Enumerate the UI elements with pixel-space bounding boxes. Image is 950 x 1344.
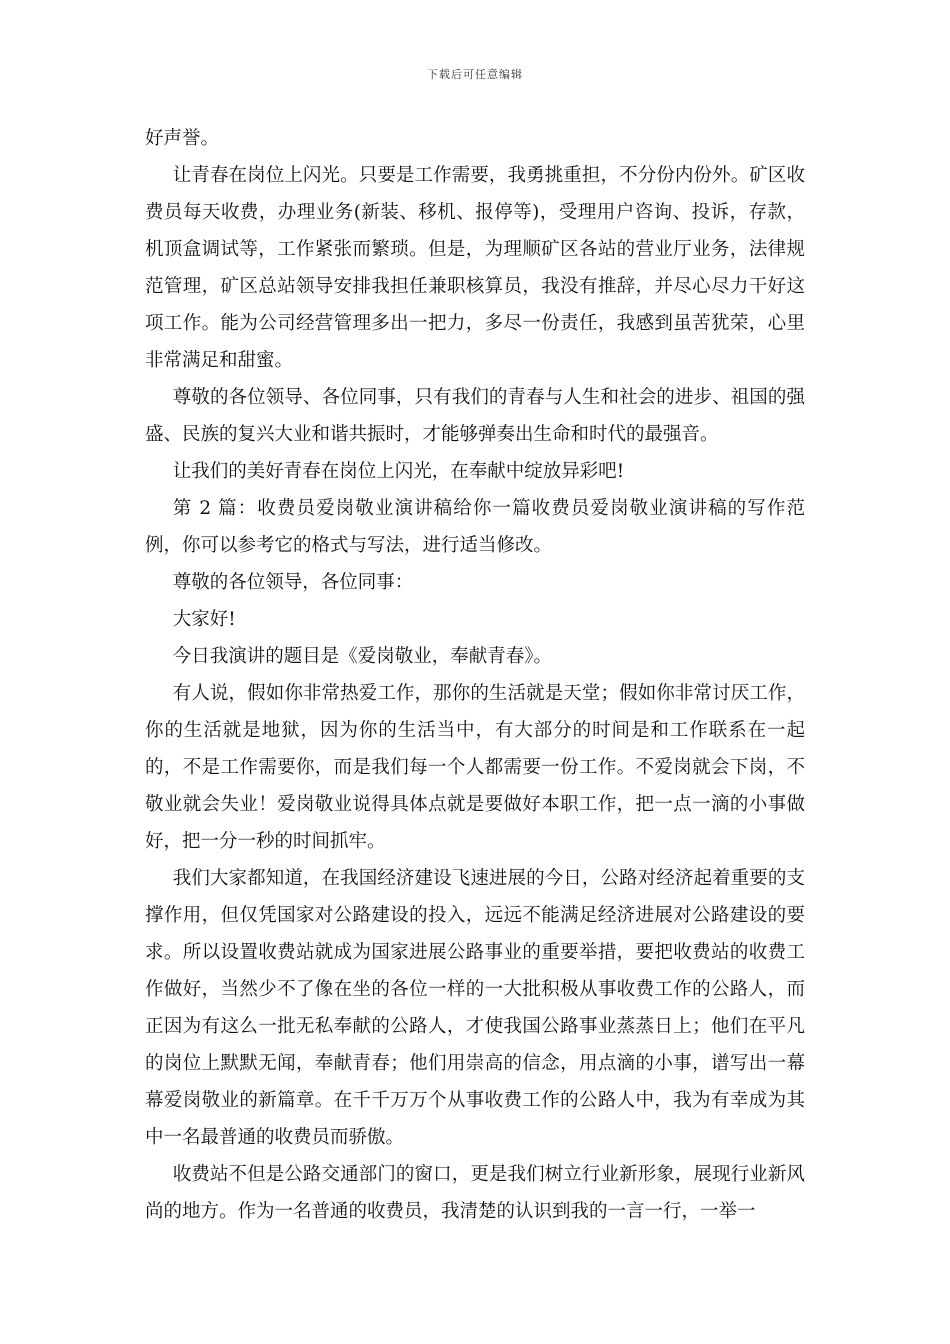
- document-body: [145, 120, 805, 1230]
- paragraph: 尊敬的各位领导，各位同事：: [172, 572, 414, 593]
- paragraph: 收费站不但是公路交通部门的窗口，更是我们树立行业新形象，展现行业新风尚的地方。作为一名普通的收费员，我清楚的认识到我的一言一行，一举一: [145, 1164, 805, 1222]
- paragraph: 有人说，假如你非常热爱工作，那你的生活就是天堂；假如你非常讨厌工作，你的生活就是地狱，因为你的生活当中，有大部分的时间是和工作联系在一起的，不是工作需要你，而是我们每一个人都需要一份工作。不爱岗就会下岗，不敬业就会失业！爱岗敬业说得具体点就是要做好本职工作，把一点一滴的小事做好，把一分一秒的时间抓牢。: [145, 683, 805, 852]
- paragraph: 尊敬的各位领导、各位同事，只有我们的青春与人生和社会的进步、祖国的强盛、民族的复兴大业和谐共振时，才能够弹奏出生命和时代的最强音。: [145, 387, 805, 445]
- paragraph: 我们大家都知道，在我国经济建设飞速进展的今日，公路对经济起着重要的支撑作用，但仅凭国家对公路建设的投入，远远不能满足经济进展对公路建设的要求。所以设置收费站就成为国家进展公路事业的重要举措，要把收费站的收费工作做好，当然少不了像在坐的各位一样的一大批积极从事收费工作的公路人，而正因为有这么一批无私奉献的公路人，才使我国公路事业蒸蒸日上；他们在平凡的岗位上默默无闻，奉献青春；他们用崇高的信念，用点滴的小事，谱写出一幕幕爱岗敬业的新篇章。在千千万万个从事收费工作的公路人中，我为有幸成为其中一名最普通的收费员而骄傲。: [145, 868, 805, 1148]
- paragraph: 第 2 篇：收费员爱岗敬业演讲稿给你一篇收费员爱岗敬业演讲稿的写作范例，你可以参考它的格式与写法，进行适当修改。: [145, 498, 805, 556]
- page-header-note: 下载后可任意编辑: [427, 68, 523, 81]
- paragraph: 今日我演讲的题目是《爱岗敬业，奉献青春》。: [172, 646, 553, 667]
- paragraph: 让我们的美好青春在岗位上闪光，在奉献中绽放异彩吧!: [172, 461, 625, 482]
- paragraph: 大家好!: [172, 609, 236, 630]
- paragraph: 好声誉。: [145, 128, 220, 149]
- paragraph: 让青春在岗位上闪光。只要是工作需要，我勇挑重担，不分份内份外。矿区收费员每天收费，办理业务(新装、移机、报停等)，受理用户咨询、投诉，存款，机顶盒调试等，工作紧张而繁琐。但是，为理顺矿区各站的营业厅业务，法律规范管理，矿区总站领导安排我担任兼职核算员，我没有推辞，并尽心尽力干好这项工作。能为公司经营管理多出一把力，多尽一份责任，我感到虽苦犹荣，心里非常满足和甜蜜。: [145, 165, 805, 371]
